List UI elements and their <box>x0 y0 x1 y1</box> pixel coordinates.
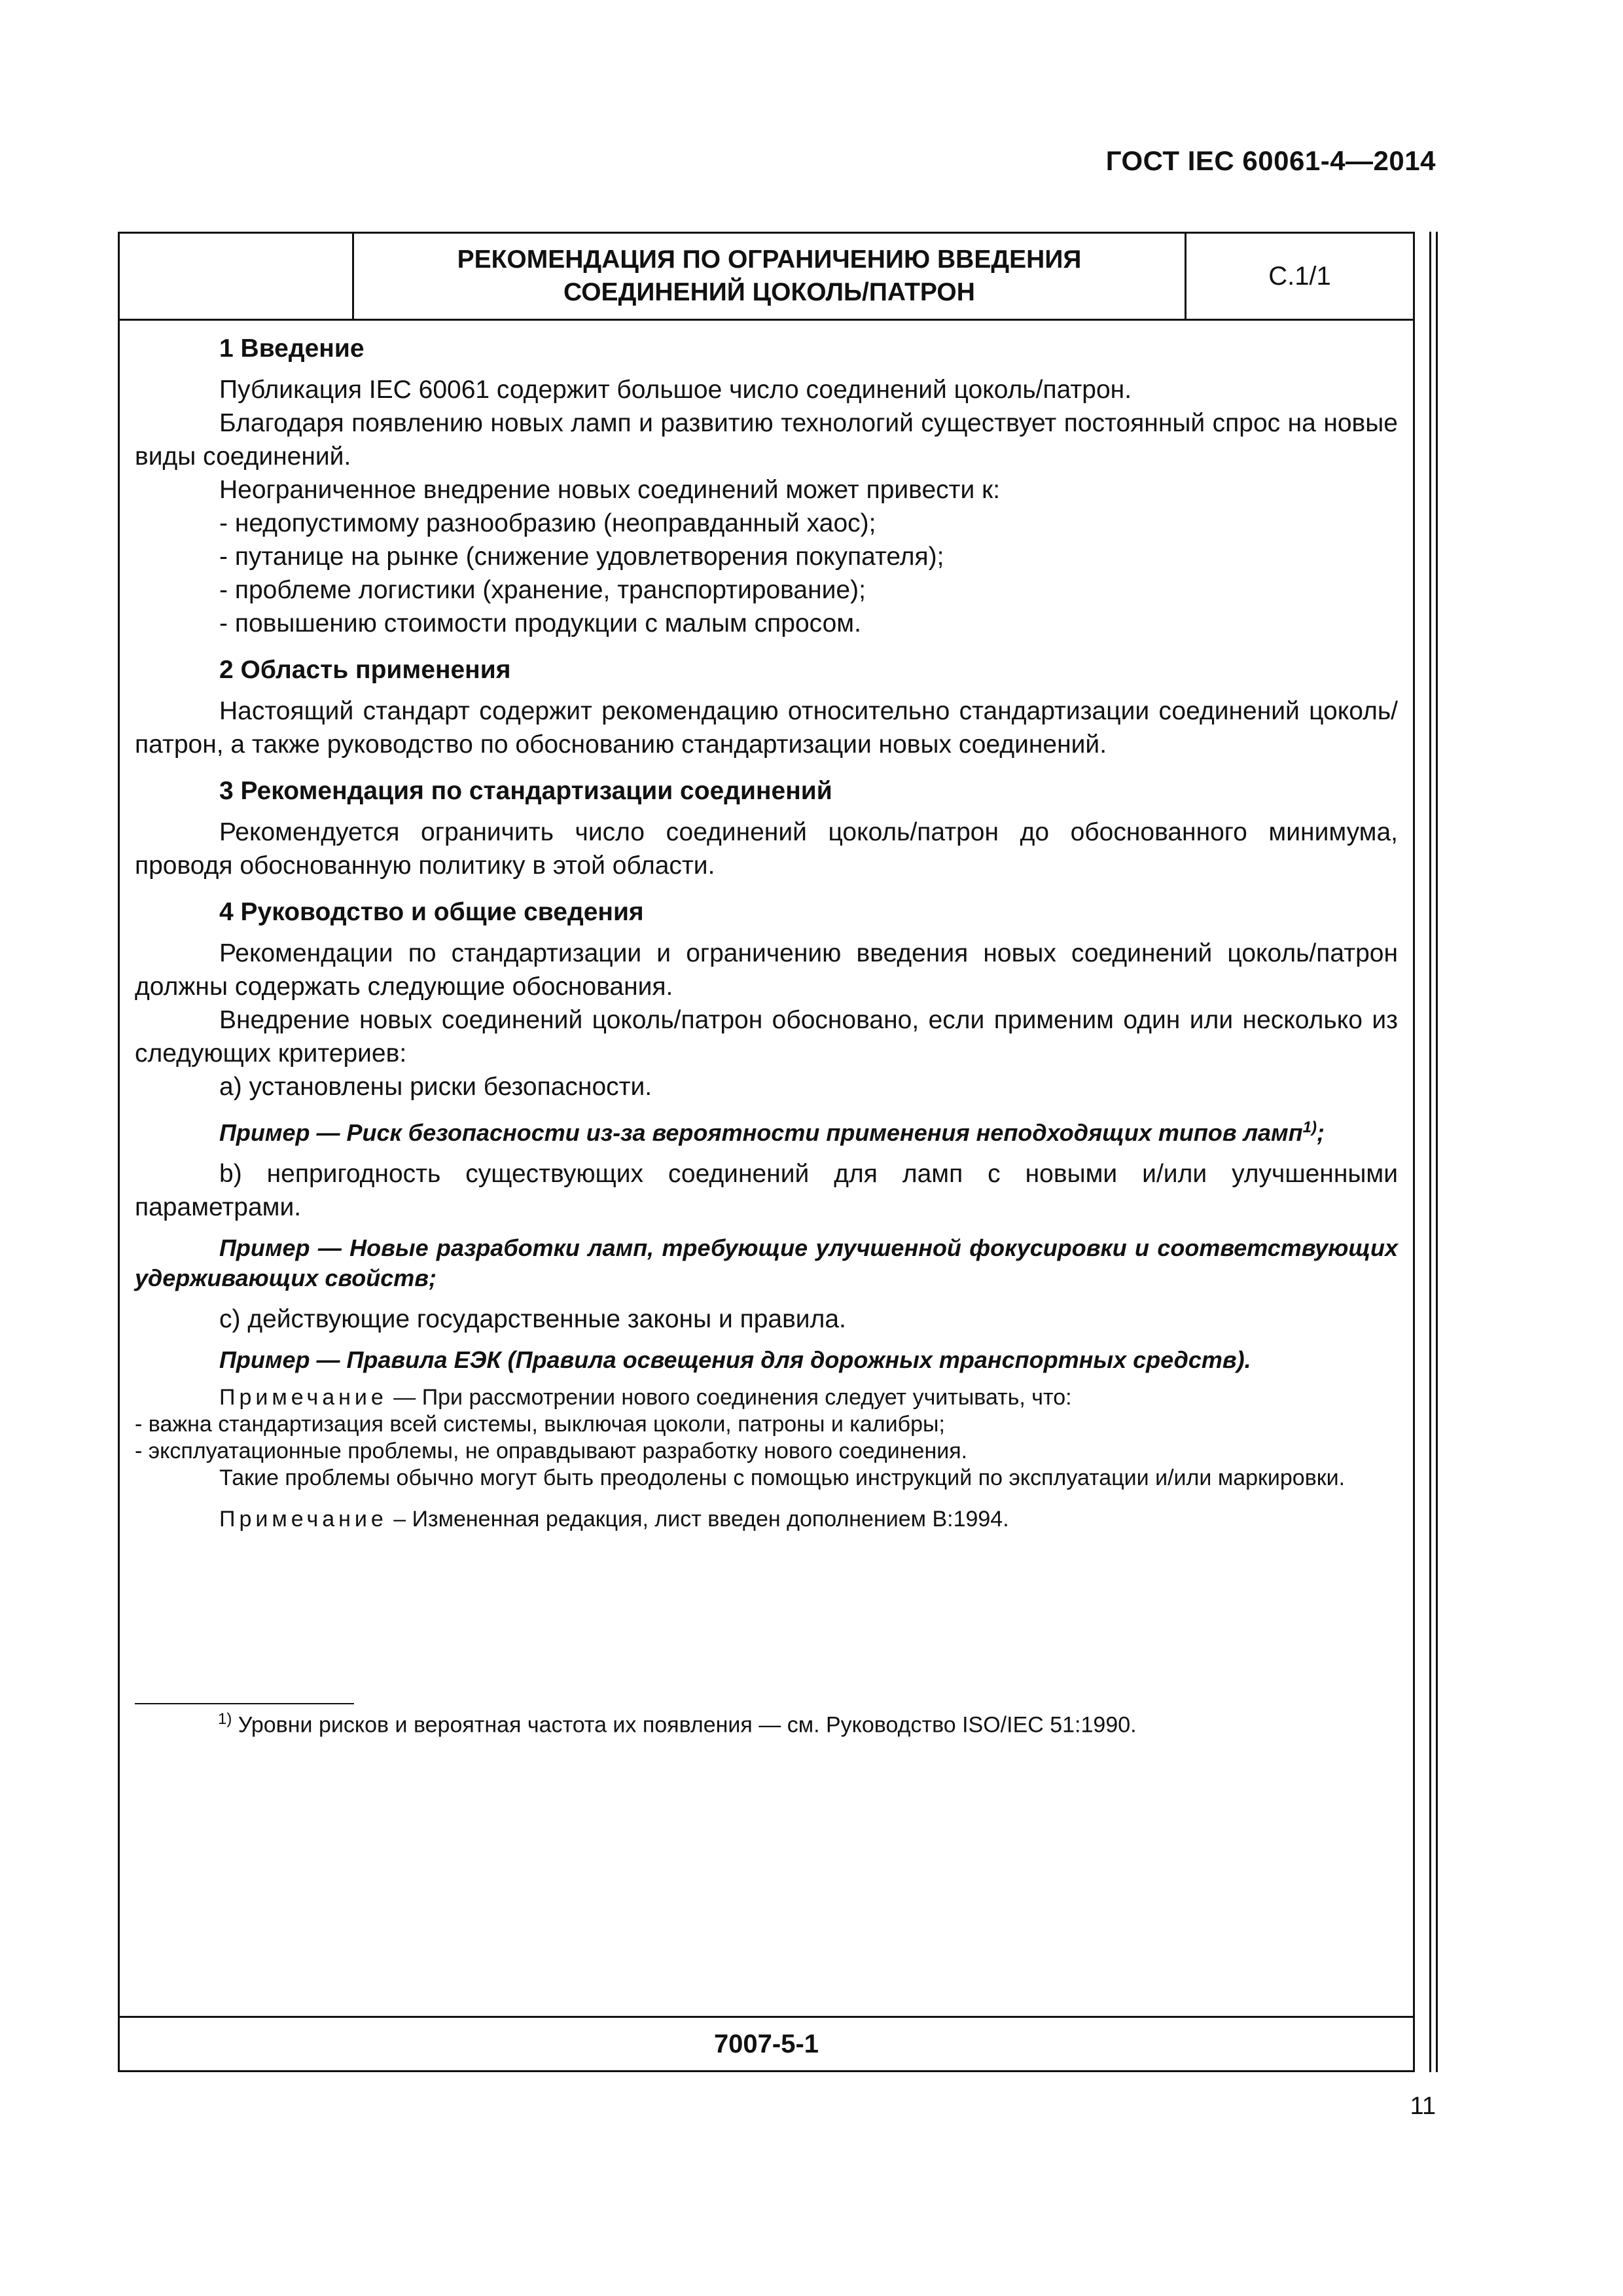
paragraph: Настоящий стандарт содержит рекомендацию относительно стандартизации соединений цоколь/патрон, а также руководство по обоснованию стандартизации новых соединений. <box>135 697 1398 759</box>
margin-line <box>1429 232 1431 2072</box>
section-heading: 2 Область применения <box>219 656 511 684</box>
header-empty-cell <box>120 234 354 319</box>
note-text: – Измененная редакция, лист введен дополнением В:1994. <box>387 1507 1009 1532</box>
example-a <box>135 1113 1398 1148</box>
list-item: - повышению стоимости продукции с малым спросом. <box>219 609 861 637</box>
paragraph: Публикация IEC 60061 содержит большое число соединений цоколь/патрон. <box>219 376 1132 404</box>
sheet-frame <box>118 232 1415 2072</box>
footnote-separator <box>135 1703 354 1704</box>
paragraph: Рекомендуется ограничить число соединений цоколь/патрон до обоснованного минимума, проводя обоснованную политику в этой области. <box>135 818 1398 880</box>
paragraph: Внедрение новых соединений цоколь/патрон обосновано, если применим один или несколько из следующих критериев: <box>135 1006 1398 1067</box>
section-heading: 4 Руководство и общие сведения <box>219 898 644 926</box>
example-a-text: Пример — Риск безопасности из-за вероятности применения неподходящих типов ламп <box>219 1119 1303 1146</box>
footnote <box>218 1710 1137 1738</box>
document-code: ГОСТ IEC 60061-4—2014 <box>1105 145 1436 176</box>
example-a-end: ; <box>1317 1119 1325 1146</box>
note-block <box>135 1384 1398 1533</box>
note-label: Примечание <box>219 1507 387 1532</box>
sheet-designation: 7007-5-1 <box>120 2016 1413 2070</box>
note-tail: Такие проблемы обычно могут быть преодолены с помощью инструкций по эксплуатации и/или маркировки. <box>219 1465 1346 1490</box>
footnote-reference[interactable]: 1) <box>1302 1119 1317 1136</box>
example-b: Пример — Новые разработки ламп, требующие улучшенной фокусировки и соответствующих удерживающих свойств; <box>135 1234 1398 1291</box>
note-line <box>135 1506 1398 1533</box>
criterion-b: b) непригодность существующих соединений для ламп с новыми и/или улучшенными параметрами. <box>135 1160 1398 1221</box>
sheet-header <box>120 234 1413 321</box>
example-c: Пример — Правила ЕЭК (Правила освещения для дорожных транспортных средств). <box>219 1346 1251 1373</box>
note-label: Примечание <box>219 1385 387 1410</box>
footnote-marker: 1) <box>218 1710 232 1728</box>
page-number: 11 <box>1410 2092 1436 2120</box>
sheet-content <box>135 332 1398 1533</box>
paragraph: Неограниченное внедрение новых соединений может привести к: <box>219 476 1001 504</box>
sheet-title <box>354 234 1186 319</box>
section-heading: 1 Введение <box>219 334 365 363</box>
note-line <box>135 1384 1398 1411</box>
note-item: - важна стандартизация всей системы, выключая цоколи, патроны и калибры; <box>135 1412 945 1437</box>
note-item: - эксплуатационные проблемы, не оправдывают разработку нового соединения. <box>135 1439 968 1463</box>
list-item: - недопустимому разнообразию (неоправданный хаос); <box>219 509 876 537</box>
sheet-number: C.1/1 <box>1268 261 1331 291</box>
sheet-title-line2: СОЕДИНЕНИЙ ЦОКОЛЬ/ПАТРОН <box>563 278 975 306</box>
margin-line <box>1436 232 1438 2072</box>
list-item: - проблеме логистики (хранение, транспортирование); <box>219 576 866 604</box>
list-item: - путанице на рынке (снижение удовлетворения покупателя); <box>219 543 944 571</box>
section-heading: 3 Рекомендация по стандартизации соединений <box>219 777 832 805</box>
footnote-text: Уровни рисков и вероятная частота их появления — см. Руководство ISO/IEC 51:1990. <box>232 1712 1137 1738</box>
criterion-c: с) действующие государственные законы и правила. <box>219 1305 846 1333</box>
criterion-a: а) установлены риски безопасности. <box>219 1073 652 1101</box>
note-text: — При рассмотрении нового соединения следует учитывать, что: <box>387 1385 1072 1410</box>
paragraph: Благодаря появлению новых ламп и развитию технологий существует постоянный спрос на новые виды соединений. <box>135 409 1398 471</box>
sheet-title-line1: РЕКОМЕНДАЦИЯ ПО ОГРАНИЧЕНИЮ ВВЕДЕНИЯ <box>457 245 1082 274</box>
paragraph: Рекомендации по стандартизации и ограничению введения новых соединений цоколь/патрон должны содержать следующие обоснования. <box>135 939 1398 1001</box>
